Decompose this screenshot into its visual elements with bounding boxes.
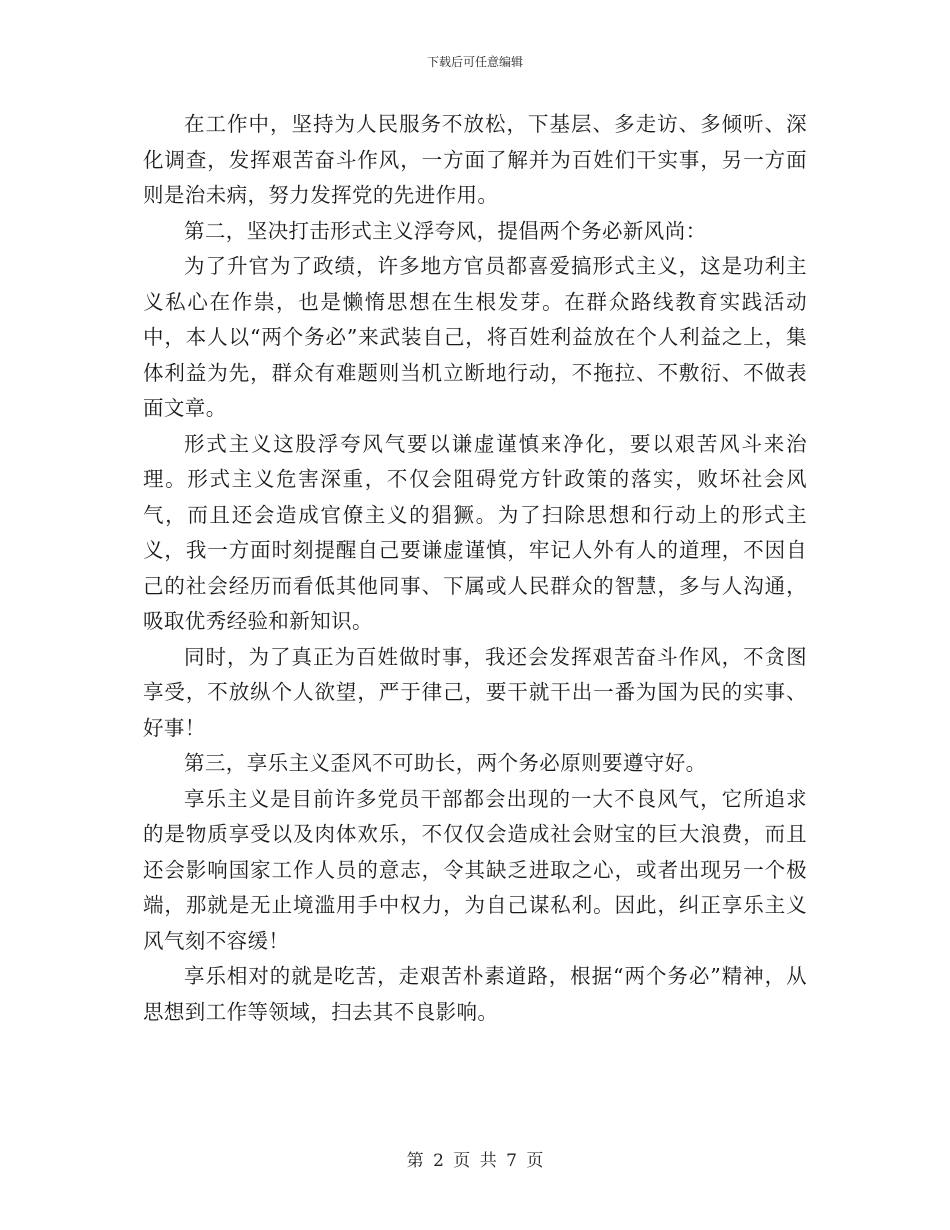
paragraph: 在工作中，坚持为人民服务不放松，下基层、多走访、多倾听、深化调查，发挥艰苦奋斗作风，一方面了解并为百姓们干实事，另一方面则是治未病，努力发挥党的先进作用。 — [143, 112, 807, 207]
page-number: 第 2 页 共 7 页 — [406, 1151, 544, 1171]
section-heading: 第二，坚决打击形式主义浮夸风，提倡两个务必新风尚： — [184, 218, 707, 243]
paragraph: 同时，为了真正为百姓做时事，我还会发挥艰苦奋斗作风，不贪图享受，不放纵个人欲望，严于律己，要干就干出一番为国为民的实事、好事！ — [143, 644, 807, 740]
paragraph: 形式主义这股浮夸风气要以谦虚谨慎来净化，要以艰苦风斗来治理。形式主义危害深重，不仅会阻碍党方针政策的落实，败坏社会风气，而且还会造成官僚主义的猖獗。为了扫除思想和行动上的形式主义，我一方面时刻提醒自己要谦虚谨慎，牢记人外有人的道理，不因自己的社会经历而看低其他同事、下属或人民群众的智慧，多与人沟通，吸取优秀经验和新知识。 — [143, 431, 807, 633]
section-heading: 第三，享乐主义歪风不可助长，两个务必原则要遵守好。 — [184, 751, 707, 775]
document-body — [143, 107, 807, 1030]
paragraph: 享乐主义是目前许多党员干部都会出现的一大不良风气，它所追求的是物质享受以及肉体欢乐，不仅仅会造成社会财宝的巨大浪费，而且还会影响国家工作人员的意志，令其缺乏进取之心，或者出现另一个极端，那就是无止境滥用手中权力，为自己谋私利。因此，纠正享乐主义风气刻不容缓！ — [143, 786, 807, 953]
page-header-note: 下载后可任意编辑 — [426, 55, 523, 69]
paragraph: 享乐相对的就是吃苦，走艰苦朴素道路，根据“两个务必”精神，从思想到工作等领域，扫去其不良影响。 — [143, 964, 807, 1024]
paragraph: 为了升官为了政绩，许多地方官员都喜爱搞形式主义，这是功利主义私心在作祟，也是懒惰思想在生根发芽。在群众路线教育实践活动中，本人以“两个务必”来武装自己，将百姓利益放在个人利益之上，集体利益为先，群众有难题则当机立断地行动，不拖拉、不敷衍、不做表面文章。 — [143, 254, 807, 420]
